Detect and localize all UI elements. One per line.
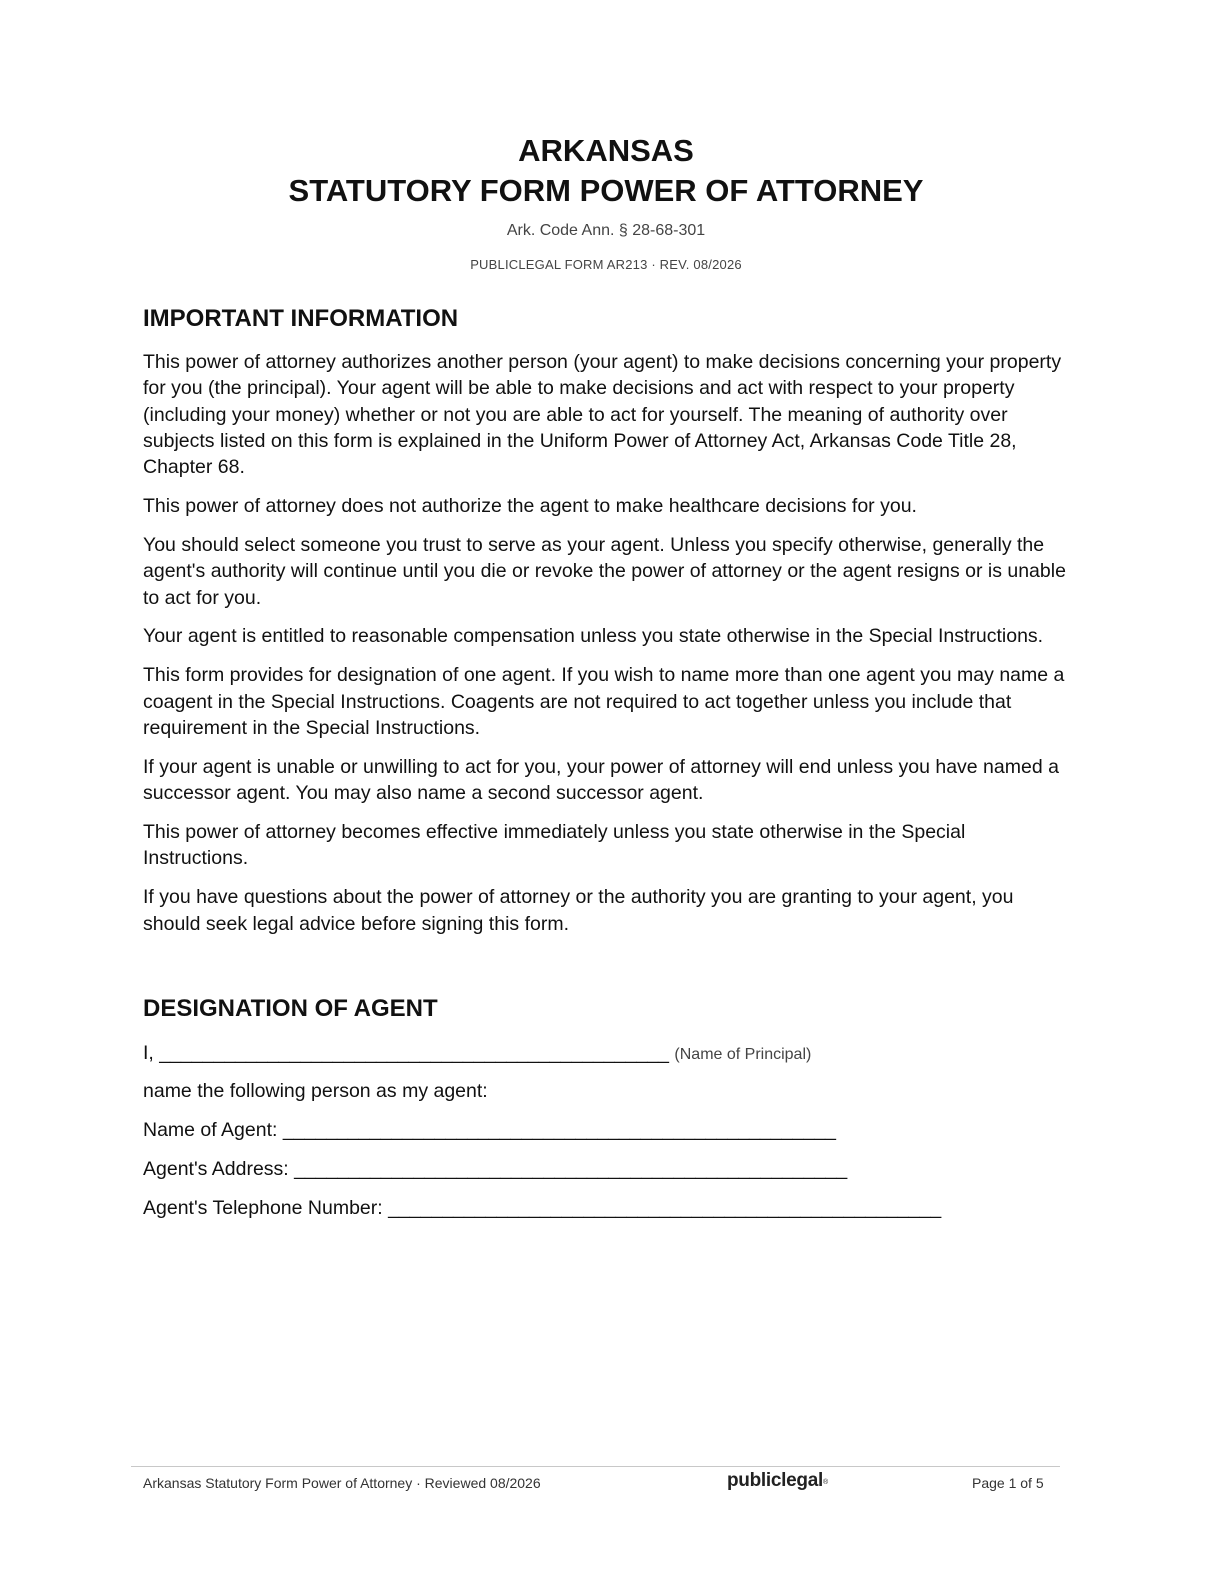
info-paragraph: If your agent is unable or unwilling to act for you, your power of attorney will end unless you have named a successor agent. You may also name a second successor agent. bbox=[143, 755, 1059, 805]
agent-phone-field[interactable]: ___________________________________________________ bbox=[388, 1197, 942, 1219]
principal-name-row bbox=[143, 1040, 811, 1068]
agent-address-label: Agent's Address: bbox=[143, 1158, 289, 1180]
document-title bbox=[0, 131, 1212, 211]
form-id: PUBLICLEGAL FORM AR213 · REV. 08/2026 bbox=[470, 257, 742, 272]
agent-address-field[interactable]: ___________________________________________________ bbox=[294, 1158, 848, 1180]
title-state: ARKANSAS bbox=[518, 133, 694, 168]
info-paragraph: This power of attorney becomes effective immediately unless you state otherwise in the Special Instructions. bbox=[143, 821, 966, 870]
info-paragraph: If you have questions about the power of attorney or the authority you are granting to your agent, you should seek legal advice before signing this form. bbox=[143, 886, 1014, 935]
page-number: Page 1 of 5 bbox=[972, 1475, 1044, 1491]
info-paragraph: Your agent is entitled to reasonable compensation unless you state otherwise in the Special Instructions. bbox=[143, 625, 1044, 648]
info-paragraph: This power of attorney does not authorize the agent to make healthcare decisions for you. bbox=[143, 495, 917, 518]
agent-name-field[interactable]: ___________________________________________________ bbox=[282, 1119, 836, 1141]
agent-intro: name the following person as my agent: bbox=[143, 1080, 488, 1102]
principal-prefix: I, bbox=[143, 1042, 154, 1064]
agent-name-row bbox=[143, 1117, 836, 1143]
agent-phone-row bbox=[143, 1195, 941, 1221]
logo-text: publiclegal bbox=[727, 1470, 823, 1491]
info-paragraph: This form provides for designation of one agent. If you wish to name more than one agent you may name a coagent in the Special Instructions. Coagents are not required to act together unless you include that requirement in the Special Instructions. bbox=[143, 664, 1065, 739]
info-paragraph: You should select someone you trust to serve as your agent. Unless you specify otherwise, generally the agent's authority will continue until you die or revoke the power of attorney or the agent resigns or is unable to act for you. bbox=[143, 533, 1066, 609]
important-information-heading: IMPORTANT INFORMATION bbox=[143, 305, 459, 332]
info-paragraph: This power of attorney authorizes another person (your agent) to make decisions concerning your property for you (the principal). Your agent will be able to make decisions and act with respect to your property (including your money) whether or not you are able to act for yourself. The meaning of authority over subjects listed on this form is explained in the Uniform Power of Attorney Act, Arkansas Code Title 28, Chapter 68. bbox=[143, 351, 1062, 479]
footer-divider bbox=[131, 1466, 1060, 1467]
agent-address-row bbox=[143, 1156, 847, 1182]
agent-name-label: Name of Agent: bbox=[143, 1119, 278, 1141]
title-form-name: STATUTORY FORM POWER OF ATTORNEY bbox=[288, 173, 924, 208]
agent-phone-label: Agent's Telephone Number: bbox=[143, 1197, 383, 1219]
publiclegal-logo bbox=[727, 1469, 828, 1493]
principal-name-hint: (Name of Principal) bbox=[674, 1046, 812, 1063]
statute-citation: Ark. Code Ann. § 28-68-301 bbox=[506, 222, 706, 239]
principal-name-field[interactable]: _______________________________________________ bbox=[159, 1042, 669, 1064]
logo-registered-mark: ® bbox=[822, 1479, 828, 1486]
important-information-body bbox=[143, 349, 1073, 949]
designation-of-agent-heading: DESIGNATION OF AGENT bbox=[143, 995, 438, 1022]
footer-document-info: Arkansas Statutory Form Power of Attorney · Reviewed 08/2026 bbox=[143, 1475, 541, 1491]
